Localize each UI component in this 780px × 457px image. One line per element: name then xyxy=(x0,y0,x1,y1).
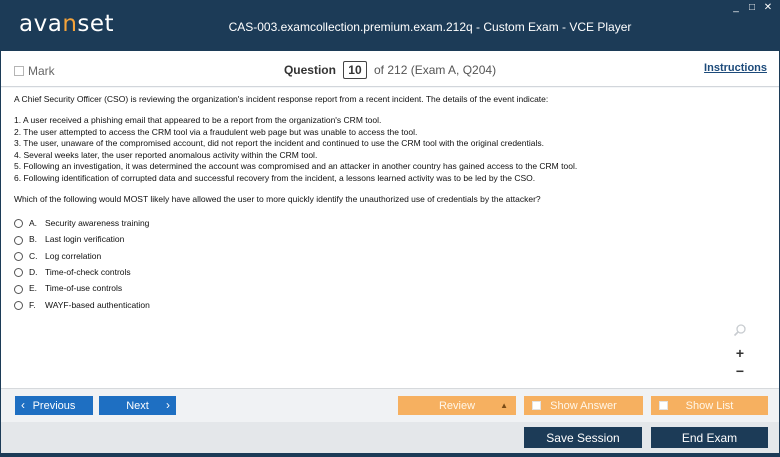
minimize-button[interactable]: _ xyxy=(733,2,739,13)
show-list-label: Show List xyxy=(685,399,734,412)
option-text: Time-of-use controls xyxy=(45,283,123,294)
show-list-checkbox[interactable] xyxy=(659,401,668,410)
event-item: 5. Following an investigation, it was determined the account was compromised and an attacker in another country has gained access to the CRM tool. xyxy=(14,161,578,172)
question-header xyxy=(1,51,779,87)
option-letter: E. xyxy=(29,283,38,294)
title-bar xyxy=(1,1,779,51)
question-prompt: Which of the following would MOST likely have allowed the user to more quickly identify the unauthorized use of credentials by the attacker? xyxy=(14,194,541,205)
save-session-button[interactable]: Save Session xyxy=(524,427,642,448)
zoom-in-button[interactable]: + xyxy=(735,345,745,361)
navigation-bar xyxy=(1,388,779,422)
event-item: 2. The user attempted to access the CRM tool via a fraudulent web page but was unable to access the tool. xyxy=(14,126,418,137)
maximize-button[interactable]: □ xyxy=(748,2,756,13)
option-text: Log correlation xyxy=(45,250,102,261)
radio-icon[interactable] xyxy=(14,236,23,245)
option-c[interactable] xyxy=(14,248,766,264)
option-text: Time-of-check controls xyxy=(45,267,131,278)
zoom-out-button[interactable]: − xyxy=(735,363,745,379)
logo-text-b: set xyxy=(77,11,115,37)
option-text: Security awareness training xyxy=(45,218,150,229)
event-list xyxy=(14,115,766,184)
option-b[interactable] xyxy=(14,232,766,248)
logo-text-a: ava xyxy=(19,11,63,37)
question-counter xyxy=(1,61,779,79)
close-button[interactable]: ✕ xyxy=(763,2,773,13)
show-answer-label: Show Answer xyxy=(550,399,617,412)
option-letter: C. xyxy=(29,250,38,261)
event-item: 6. Following identification of corrupted data and successful recovery from the incident, a lessons learned activity was to be led by the CSO. xyxy=(14,172,536,183)
show-list-button[interactable] xyxy=(651,396,768,415)
review-label: Review xyxy=(438,399,476,412)
instructions-link[interactable]: Instructions xyxy=(704,62,767,74)
answer-options xyxy=(14,216,766,314)
chevron-left-icon: ‹ xyxy=(21,398,25,412)
previous-label: Previous xyxy=(32,399,76,412)
option-f[interactable] xyxy=(14,297,766,313)
question-number-input[interactable]: 10 xyxy=(343,61,366,79)
option-letter: F. xyxy=(29,299,36,310)
review-button[interactable] xyxy=(398,396,516,415)
option-d[interactable] xyxy=(14,265,766,281)
next-button[interactable] xyxy=(99,396,176,415)
show-answer-button[interactable] xyxy=(524,396,643,415)
option-a[interactable] xyxy=(14,216,766,232)
option-letter: A. xyxy=(29,218,38,229)
window-controls xyxy=(731,3,773,13)
option-e[interactable] xyxy=(14,281,766,297)
option-text: WAYF-based authentication xyxy=(45,299,150,310)
radio-icon[interactable] xyxy=(14,252,23,261)
window-title: CAS-003.examcollection.premium.exam.212q - Custom Exam - VCE Player xyxy=(228,20,632,34)
chevron-right-icon: › xyxy=(166,398,170,412)
previous-button[interactable] xyxy=(15,396,93,415)
show-answer-checkbox[interactable] xyxy=(532,401,541,410)
bottom-border xyxy=(1,453,779,456)
end-exam-button[interactable]: End Exam xyxy=(651,427,768,448)
radio-icon[interactable] xyxy=(14,268,23,277)
question-intro: A Chief Security Officer (CSO) is reviewing the organization's incident response report from a recent incident. The details of the event indicate: xyxy=(14,94,549,104)
radio-icon[interactable] xyxy=(14,219,23,228)
question-total: of 212 (Exam A, Q204) xyxy=(374,63,497,77)
option-letter: D. xyxy=(29,267,38,278)
option-letter: B. xyxy=(29,234,38,245)
magnifier-icon xyxy=(733,323,747,337)
question-content xyxy=(1,88,779,388)
mark-label: Mark xyxy=(28,64,55,78)
radio-icon[interactable] xyxy=(14,285,23,294)
event-item: 4. Several weeks later, the user reported anomalous activity within the CRM tool. xyxy=(14,149,318,160)
radio-icon[interactable] xyxy=(14,301,23,310)
event-item: 1. A user received a phishing email that appeared to be a report from the organization's CRM tool. xyxy=(14,115,382,126)
logo-text-accent: n xyxy=(62,11,78,37)
next-label: Next xyxy=(126,399,149,412)
question-label: Question xyxy=(283,63,336,77)
triangle-up-icon: ▲ xyxy=(500,401,508,410)
event-item: 3. The user, unaware of the compromised account, did not report the incident and continued to use the CRM tool with the original credentials. xyxy=(14,138,544,149)
option-text: Last login verification xyxy=(45,234,125,245)
session-bar xyxy=(1,422,779,456)
